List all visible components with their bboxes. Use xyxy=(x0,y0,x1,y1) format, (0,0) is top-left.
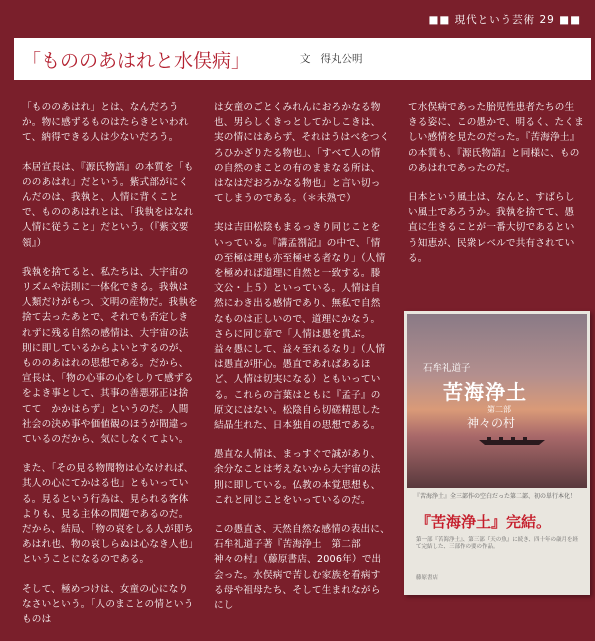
book-cover xyxy=(404,311,590,595)
author-name: 得丸公明 xyxy=(320,53,363,65)
book-slogan: 『苦海浄土』完結。 xyxy=(416,513,552,531)
cover-photo xyxy=(407,314,587,488)
paragraph: 日本という風土は、なんと、すばらしい風土であろうか。我執を捨てて、愚直に生きることが一番大切であるという知恵が、民衆レベルで共有されている。 xyxy=(408,192,575,264)
column-3 xyxy=(408,100,584,280)
book-part: 第二部 xyxy=(487,405,511,414)
paragraph: 本居宣長は、『源氏物語』の本質を「もののあはれ」だという。紫式部がにくんだのは、我執と、人情に背くことで、もののあはれとは、「我執をはなれ人情に従うこと」だという。（『紫文要領』） xyxy=(22,161,194,249)
paragraph: 「もののあはれ」とは、なんだろうか。物に感ずるものはたらきといわれて、納得できる人は少ないだろう。 xyxy=(22,102,189,144)
paragraph: て水俣病であった胎児性患者たちの生きる姿に、この愚かで、明るく、たくましい感情を見たのだった。『苦海浄土』の本質も、『源氏物語』と同様に、もののあはれであったのだ。 xyxy=(408,102,584,174)
byline xyxy=(300,51,363,66)
paragraph: 実は吉田松陰もまるっきり同じことをいっている。『講孟劄記』の中で、「情の至極は理も亦至極せる者なり」（人情を極めれば道理に自然と一致する。滕文公・上５）といっている。人情は自然にわき出る感情であり、無私で自然なものは正しいので、道理にかなう。さらに同じ章で「人情は愚を貴ぶ。益々愚にして、益々至れるなり」（人情は愚直が肝心。愚直であればあるほど、人情は切実になる）ともいっている。これらの言葉はともに『孟子』の原文にはない。松陰自ら切磋精思した結晶生れた、日本独自の思想である。 xyxy=(214,222,386,432)
paragraph: この愚直さ、天然自然な感情の表出に、石牟礼道子著『苦海浄土 第二部 神々の村』（藤原書店、2006年）で出会った。水俣病で苦しむ家族を看病する母や祖母たち、そして生まれながらにし xyxy=(214,524,390,612)
boat-icon xyxy=(477,436,547,446)
paragraph: 我執を捨てると、私たちは、大宇宙のリズムや法則に一体化できる。我執は人類だけがもつ、文明の産物だ。我執を捨て去ったあとで、それでも否定しきれずに残る自然の感情は、大宇宙の法則に即しているからよいとするのが、もののあはれの思想である。だから、宣長は、「物の心事の心をしりて感ずるをよき事として、其事の善悪邪正は捨てて かかはらず」というのだ。人間社会の決め事や価値観のほうが間違っているのだから、気にしなくてよい。 xyxy=(22,266,198,446)
series-header: ■■ 現代という芸術 29 ■■ xyxy=(428,14,581,26)
paragraph: は女童のごとくみれんにおろかなる物也、男らしくきっとしてかしこきは、実の情にはあらず、それはうはべをつくろひかざりたる物也」、「すべて人の情の自然のまことの有のままなる所は、はなはだおろかなる物也」と言い切ってしまうのである。（＊未熟で） xyxy=(214,102,390,205)
book-author: 石牟礼道子 xyxy=(423,363,471,374)
column-1 xyxy=(22,100,198,641)
author-label: 文 xyxy=(300,53,311,65)
book-note: 『苦海浄土』全三部作の空白だった第二部、初の単行本化！ xyxy=(414,493,577,500)
paragraph: また、「その見る物聞物は心なければ、其人の心にてかはる也」ともいっている。見るという行為は、見られる客体よりも、見る主体の問題であるのだ。だから、結局、「物の哀をしる人が即ちあはれ也、物の哀しらぬは心なき人也」ということになるのである。 xyxy=(22,463,194,566)
book-publisher: 藤原書店 xyxy=(416,575,439,581)
column-2 xyxy=(214,100,390,627)
paragraph: 愚直な人情は、まっすぐで誠があり、余分なことは考えないから大宇宙の法則に即している。仏教の本覚思想も、これと同じことをいっているのだ。 xyxy=(214,449,381,506)
book-blurb: 第一部『苦海浄土』、第三部『天の魚』に続き、四十年の歳月を経て完結した、三部作の要の作品。 xyxy=(416,537,579,550)
title-box xyxy=(14,38,591,80)
book-title: 苦海浄土 xyxy=(443,380,527,404)
article-title: 「もののあはれと水俣病」 xyxy=(22,50,251,72)
book-subtitle: 神々の村 xyxy=(467,416,516,430)
paragraph: そして、極めつけは、女童の心になりなさいという。「人のまことの情というものは xyxy=(22,583,194,626)
